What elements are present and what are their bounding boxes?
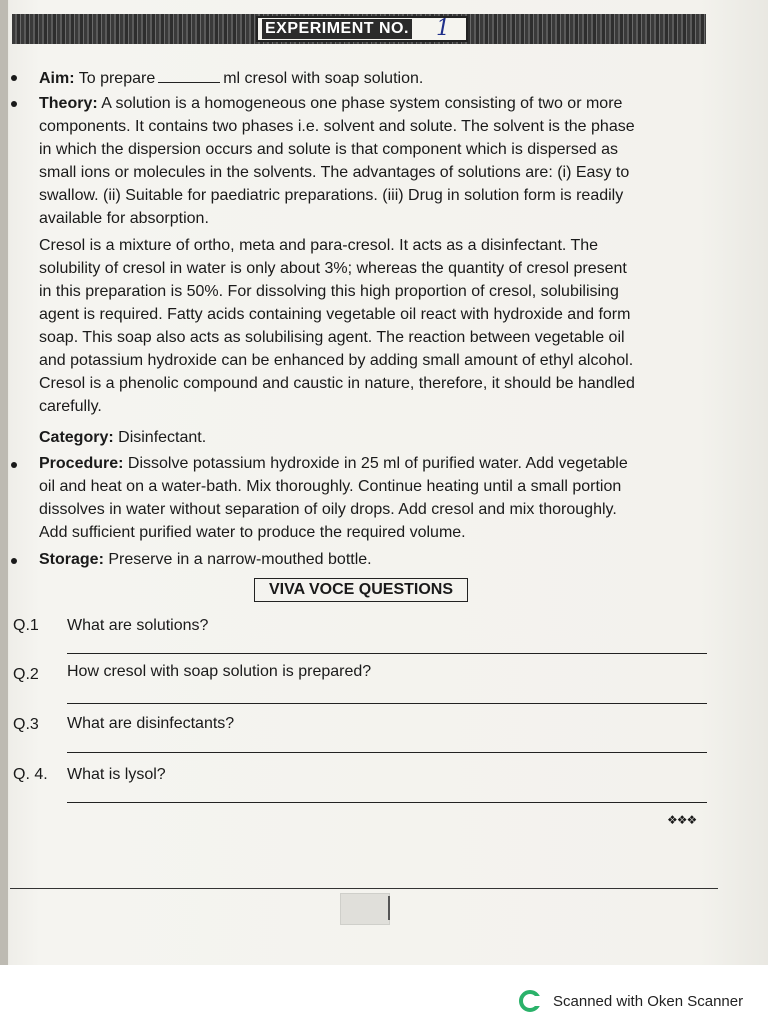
procedure-line: oil and heat on a water-bath. Mix thoroughly. Continue heating until a small portion — [39, 478, 622, 495]
theory-line: small ions or molecules in the solvents. The advantages of solutions are: (i) Easy to — [39, 164, 630, 181]
category-label: Category: — [39, 429, 114, 446]
theory-para2-line: soap. This soap also acts as solubilising agent. The reaction between vegetable oil — [39, 329, 625, 346]
theory-line: swallow. (ii) Suitable for paediatric preparations. (iii) Drug in solution form is readily — [39, 187, 624, 204]
experiment-number: 1 — [436, 16, 450, 41]
category-line — [39, 426, 206, 449]
oken-scanner-logo-icon — [519, 990, 541, 1012]
question-text: What are disinfectants? — [67, 715, 235, 732]
theory-line: in which the dispersion occurs and solute is that component which is dispersed as — [39, 141, 618, 158]
theory-para2-line: solubility of cresol in water is only about 3%; whereas the quantity of cresol present — [39, 260, 627, 277]
answer-line — [67, 752, 707, 753]
question-number: Q. 4. — [13, 766, 48, 783]
question-number: Q.3 — [13, 716, 39, 733]
scanner-watermark — [519, 990, 743, 1012]
procedure-line: dissolves in water without separation of oily drops. Add cresol and mix thoroughly. — [39, 501, 617, 518]
procedure-line-1 — [39, 452, 628, 475]
question-text: How cresol with soap solution is prepared? — [67, 663, 372, 680]
storage-line — [39, 548, 372, 571]
page-edge — [0, 0, 8, 965]
bullet-icon — [11, 101, 17, 107]
answer-line — [67, 703, 707, 704]
theory-line: available for absorption. — [39, 210, 209, 227]
category-text: Disinfectant. — [118, 429, 207, 446]
theory-para2-line: carefully. — [39, 398, 102, 415]
question-number: Q.1 — [13, 617, 39, 634]
theory-para2-line: Cresol is a mixture of ortho, meta and para-cresol. It acts as a disinfectant. The — [39, 237, 599, 254]
bullet-icon — [11, 75, 17, 81]
theory-para2-line: in this preparation is 50%. For dissolving this high proportion of cresol, solubilising — [39, 283, 619, 300]
bullet-icon — [11, 558, 17, 564]
scanner-text: Scanned with Oken Scanner — [553, 992, 744, 1010]
question-text: What are solutions? — [67, 617, 209, 634]
aim-line — [39, 67, 423, 90]
procedure-label: Procedure: — [39, 455, 124, 472]
aim-blank — [158, 69, 220, 83]
theory-para2-line: and potassium hydroxide can be enhanced by adding small amount of ethyl alcohol. — [39, 352, 634, 369]
storage-label: Storage: — [39, 551, 104, 568]
theory-para2-line: Cresol is a phenolic compound and caustic in nature, therefore, it should be handled — [39, 375, 635, 392]
aim-text-after: ml cresol with soap solution. — [223, 70, 424, 87]
procedure-text: Dissolve potassium hydroxide in 25 ml of purified water. Add vegetable — [127, 455, 628, 472]
bullet-icon — [11, 462, 17, 468]
answer-line — [67, 653, 707, 654]
storage-text: Preserve in a narrow-mouthed bottle. — [108, 551, 372, 568]
theory-text: A solution is a homogeneous one phase system consisting of two or more — [101, 95, 623, 112]
ornament-icon: ❖❖❖ — [667, 813, 697, 827]
answer-line — [67, 802, 707, 803]
procedure-line: Add sufficient purified water to produce the required volume. — [39, 524, 466, 541]
question-text: What is lysol? — [67, 766, 166, 783]
theory-line-1 — [39, 92, 622, 115]
page-tab-mark — [388, 896, 390, 920]
theory-label: Theory: — [39, 95, 98, 112]
page-tab — [340, 893, 390, 925]
question-number: Q.2 — [13, 666, 39, 683]
experiment-title: EXPERIMENT NO. — [262, 19, 412, 39]
bottom-rule — [10, 888, 718, 889]
theory-line: components. It contains two phases i.e. solvent and solute. The solvent is the phase — [39, 118, 635, 135]
aim-label: Aim: — [39, 70, 75, 87]
viva-voce-heading: VIVA VOCE QUESTIONS — [254, 578, 468, 602]
theory-para2-line: agent is required. Fatty acids containing vegetable oil react with hydroxide and form — [39, 306, 631, 323]
aim-text-before: To prepare — [78, 70, 156, 87]
